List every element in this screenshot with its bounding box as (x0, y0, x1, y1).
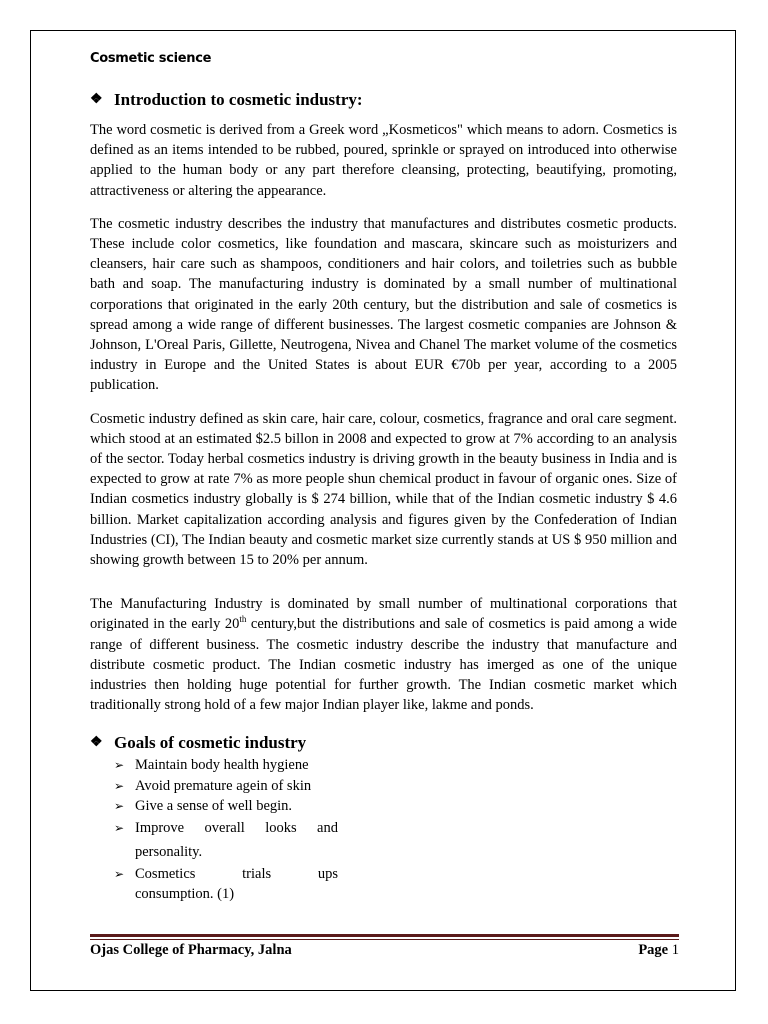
list-item-line: consumption. (1) (135, 886, 235, 903)
page-number: 1 (671, 942, 679, 958)
footer-rule-thick (90, 934, 679, 937)
intro-heading (90, 88, 677, 112)
footer-college: Ojas College of Pharmacy, Jalna (90, 942, 292, 958)
diamond-bullet-icon: ❖ (90, 92, 103, 107)
document-body (90, 48, 677, 905)
goals-section (90, 731, 677, 904)
list-item (114, 864, 338, 904)
arrow-bullet-icon: ➢ (114, 778, 125, 793)
intro-paragraph-1: The word cosmetic is derived from a Greek word „Kosmeticos" which means to adorn. Cosmetics is defined as an items intended to be rubbed, poured, sprinkle or sprayed on introduced into otherwise applied to the human body or any part therefore cleansing, protecting, beautifying, promoting, attractiveness or altering the appearance. (90, 122, 677, 199)
arrow-bullet-icon: ➢ (114, 798, 125, 813)
page-footer (90, 940, 679, 960)
goals-heading-text: Goals of cosmetic industry (114, 733, 307, 753)
page-label: Page (638, 942, 669, 958)
arrow-bullet-icon: ➢ (114, 867, 125, 882)
arrow-bullet-icon: ➢ (114, 758, 125, 773)
list-item (114, 816, 338, 864)
p4-text-1: The Manufacturing Industry is dominated by small number of multinational corporations that originated in the early 20 (90, 596, 677, 633)
list-item: ➢ Avoid premature agein of skin (114, 776, 338, 796)
p4-superscript: th (239, 614, 247, 625)
intro-paragraph-4 (90, 594, 677, 715)
list-item: ➢ Maintain body health hygiene (114, 755, 338, 775)
intro-heading-text: Introduction to cosmetic industry: (114, 90, 363, 109)
p4-text-2: century,but the distributions and sale of cosmetics is paid among a wide range of different business. The cosmetic industry describe the industry that manufacture and distribute cosmetic product. The Indian cosmetic industry has imerged as one of the unique industries then holding huge potential for further growth. The Indian cosmetic market which traditionally strong hold of a few major Indian player like, lakme and ponds. (90, 616, 677, 714)
list-item-line: personality. (135, 844, 203, 861)
intro-paragraph-2: The cosmetic industry describes the industry that manufactures and distributes cosmetic products. These include color cosmetics, like foundation and mascara, skincare such as moisturizers and cleansers, hair care such as shampoos, conditioners and hair colors, and toiletries such as bubble bath and soap. The manufacturing industry is dominated by a small number of multinational corporations that originated in the early 20th century, but the distribution and sale of cosmetics is spread among a wide range of different businesses. The largest cosmetic companies are Johnson & Johnson, L'Oreal Paris, Gillette, Neutrogena, Nivea and Chanel The market volume of the cosmetics industry in Europe and the United States is about EUR €70b per year, according to a 2005 publication. (90, 215, 677, 394)
arrow-bullet-icon: ➢ (114, 821, 125, 836)
running-header: Cosmetic science (90, 51, 212, 66)
list-item: ➢ Give a sense of well begin. (114, 796, 338, 816)
list-item-line: Improve overall looks and (135, 820, 338, 837)
goals-list (90, 755, 338, 904)
goals-heading (90, 731, 677, 755)
intro-paragraph-3: Cosmetic industry defined as skin care, hair care, colour, cosmetics, fragrance and oral care segment. which stood at an estimated $2.5 billon in 2008 and expected to grow at 7% according to an analysis of the sector. Today herbal cosmetics industry is driving growth in the beauty business in India and is expected to grow at rate 7% as more people shun chemical product in favour of organic ones. Size of Indian cosmetics industry globally is $ 274 billion, while that of the Indian cosmetic industry $ 4.6 billion. Market capitalization according analysis and figures given by the Confederation of Indian Industries (CI), The Indian beauty and cosmetic market size currently stands at US $ 950 million and showing growth between 15 to 20% per annum. (90, 410, 677, 569)
list-item-line: Cosmetics trials ups (135, 866, 338, 883)
footer-page (638, 940, 679, 960)
diamond-bullet-icon: ❖ (90, 735, 103, 751)
